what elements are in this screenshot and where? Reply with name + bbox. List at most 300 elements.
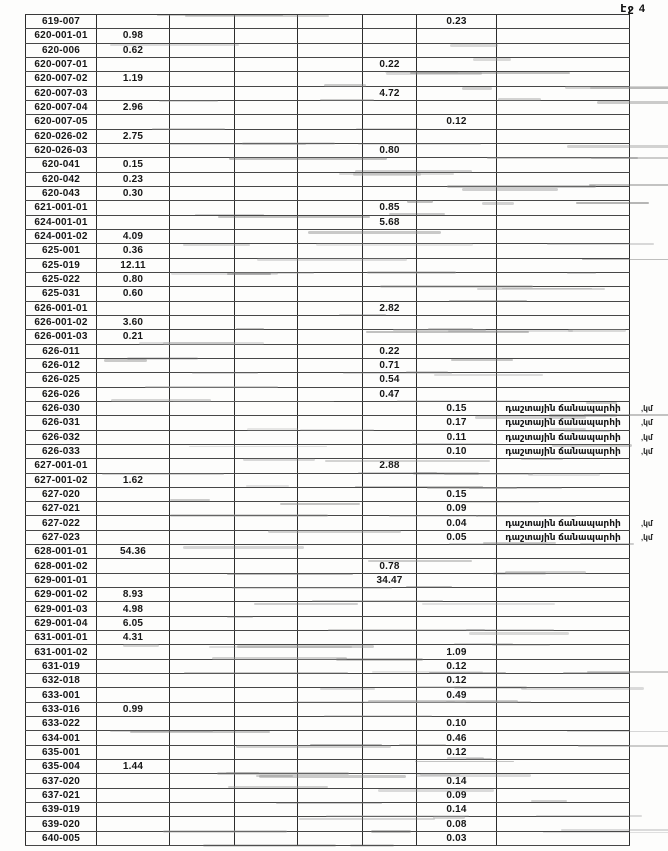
value-cell-6 [417,259,497,272]
value-cell-4 [298,130,363,143]
row-code-cell: 626-032 [25,431,97,444]
value-cell-6: 0.23 [417,15,497,28]
table-row [25,502,630,516]
value-cell-4 [298,688,363,701]
unit-note [637,474,668,487]
value-cell-5: 0.47 [363,388,417,401]
description-cell [497,187,630,200]
table-row [25,388,630,402]
value-cell-2 [170,459,235,472]
table-row [25,645,630,659]
value-cell-5 [363,29,417,42]
unit-note: ,կմ [641,404,653,414]
value-cell-5 [363,545,417,558]
unit-note [637,631,668,644]
value-cell-4 [298,402,363,415]
table-row [25,559,630,573]
unit-note [637,259,668,272]
value-cell-2 [170,388,235,401]
row-code-cell: 627-001-02 [25,474,97,487]
value-cell-4 [298,574,363,587]
value-cell-6: 0.46 [417,731,497,744]
value-cell-2 [170,588,235,601]
row-code-cell: 620-007-03 [25,87,97,100]
value-cell-4 [298,645,363,658]
value-cell-4 [298,545,363,558]
unit-note [637,316,668,329]
value-cell-1 [97,431,170,444]
value-cell-4 [298,617,363,630]
description-cell [497,474,630,487]
value-cell-6: 0.15 [417,402,497,415]
value-cell-4 [298,731,363,744]
row-code-cell: 627-020 [25,488,97,501]
value-cell-3 [235,803,298,816]
value-cell-1 [97,445,170,458]
value-cell-4 [298,703,363,716]
value-cell-4 [298,44,363,57]
value-cell-4 [298,373,363,386]
value-cell-4 [298,15,363,28]
table-row [25,230,630,244]
row-code-cell: 625-001 [25,244,97,257]
value-cell-2 [170,244,235,257]
value-cell-2 [170,230,235,243]
description-cell [497,731,630,744]
value-cell-5 [363,502,417,515]
description-cell [497,216,630,229]
row-code-cell: 624-001-02 [25,230,97,243]
unit-note: ,կմ [641,518,653,528]
value-cell-3 [235,731,298,744]
description-cell [497,774,630,787]
value-cell-5 [363,803,417,816]
table-row [25,345,630,359]
table-row [25,173,630,187]
value-cell-3 [235,388,298,401]
table-row [25,703,630,717]
row-code-cell: 626-031 [25,416,97,429]
row-code-cell: 640-005 [25,832,97,845]
description-cell [497,803,630,816]
value-cell-2 [170,431,235,444]
description-cell: դաշտային ճանապարհի [497,516,630,529]
value-cell-2 [170,373,235,386]
table-row [25,631,630,645]
unit-note [637,101,668,114]
description-cell [497,230,630,243]
table-row [25,474,630,488]
value-cell-3 [235,359,298,372]
value-cell-3 [235,302,298,315]
unit-note [637,617,668,630]
description-cell [497,316,630,329]
table-row [25,602,630,616]
row-code-cell: 620-026-02 [25,130,97,143]
value-cell-6 [417,574,497,587]
value-cell-3 [235,287,298,300]
description-cell: դաշտային ճանապարհի [497,431,630,444]
row-code-cell: 633-001 [25,688,97,701]
value-cell-6 [417,158,497,171]
value-cell-5 [363,474,417,487]
unit-note [637,602,668,615]
value-cell-5 [363,703,417,716]
value-cell-2 [170,15,235,28]
value-cell-3 [235,230,298,243]
table-row [25,316,630,330]
value-cell-2 [170,44,235,57]
value-cell-3 [235,774,298,787]
description-cell [497,15,630,28]
value-cell-4 [298,789,363,802]
row-code-cell: 620-006 [25,44,97,57]
unit-note: ,կմ [641,418,653,428]
value-cell-3 [235,645,298,658]
value-cell-2 [170,760,235,773]
value-cell-6: 0.12 [417,746,497,759]
unit-note [637,287,668,300]
row-code-cell: 620-007-02 [25,72,97,85]
description-cell [497,674,630,687]
description-cell [497,388,630,401]
value-cell-1: 4.31 [97,631,170,644]
value-cell-4 [298,631,363,644]
value-cell-1 [97,817,170,830]
description-cell [497,173,630,186]
description-cell [497,244,630,257]
unit-note [637,660,668,673]
table-row [25,617,630,631]
table-row [25,216,630,230]
unit-note [637,244,668,257]
unit-note [637,731,668,744]
value-cell-2 [170,115,235,128]
value-cell-6 [417,144,497,157]
row-code-cell: 625-022 [25,273,97,286]
description-cell: դաշտային ճանապարհի [497,416,630,429]
value-cell-5: 0.78 [363,559,417,572]
value-cell-6 [417,617,497,630]
table-row [25,774,630,788]
row-code-cell: 628-001-02 [25,559,97,572]
value-cell-6 [417,273,497,286]
value-cell-1: 0.62 [97,44,170,57]
description-cell [497,631,630,644]
table-row [25,416,653,430]
value-cell-3 [235,746,298,759]
value-cell-3 [235,187,298,200]
value-cell-5: 2.88 [363,459,417,472]
value-cell-4 [298,187,363,200]
value-cell-4 [298,774,363,787]
value-cell-4 [298,531,363,544]
row-code-cell: 626-033 [25,445,97,458]
value-cell-3 [235,273,298,286]
value-cell-5 [363,674,417,687]
value-cell-4 [298,345,363,358]
description-cell [497,703,630,716]
unit-note [637,760,668,773]
value-cell-2 [170,631,235,644]
value-cell-2 [170,574,235,587]
value-cell-5 [363,115,417,128]
value-cell-6 [417,87,497,100]
value-cell-3 [235,130,298,143]
value-cell-2 [170,645,235,658]
value-cell-1: 1.44 [97,760,170,773]
table-row [25,574,630,588]
value-cell-4 [298,287,363,300]
value-cell-3 [235,760,298,773]
unit-note: ,կմ [641,432,653,442]
value-cell-1 [97,789,170,802]
unit-note [637,58,668,71]
description-cell [497,459,630,472]
value-cell-6: 0.04 [417,516,497,529]
unit-note [637,273,668,286]
unit-note [637,373,668,386]
value-cell-1: 12.11 [97,259,170,272]
value-cell-6: 0.09 [417,789,497,802]
value-cell-2 [170,502,235,515]
value-cell-1 [97,201,170,214]
value-cell-3 [235,545,298,558]
value-cell-2 [170,345,235,358]
unit-note [637,803,668,816]
value-cell-2 [170,72,235,85]
table-row [25,58,630,72]
value-cell-3 [235,402,298,415]
value-cell-5: 0.22 [363,58,417,71]
table-row [25,459,630,473]
value-cell-3 [235,29,298,42]
unit-note [637,703,668,716]
value-cell-4 [298,803,363,816]
description-cell [497,158,630,171]
table-row [25,158,630,172]
value-cell-3 [235,631,298,644]
value-cell-5: 34.47 [363,574,417,587]
table-row [25,731,630,745]
unit-note [637,789,668,802]
value-cell-4 [298,588,363,601]
value-cell-4 [298,158,363,171]
row-code-cell: 620-042 [25,173,97,186]
value-cell-6 [417,703,497,716]
value-cell-2 [170,416,235,429]
value-cell-2 [170,173,235,186]
description-cell [497,746,630,759]
description-cell [497,488,630,501]
value-cell-3 [235,431,298,444]
table-row [25,531,653,545]
row-code-cell: 639-019 [25,803,97,816]
row-code-cell: 627-001-01 [25,459,97,472]
value-cell-1 [97,574,170,587]
value-cell-3 [235,717,298,730]
value-cell-4 [298,488,363,501]
value-cell-1: 0.30 [97,187,170,200]
unit-note [637,588,668,601]
value-cell-6: 0.08 [417,817,497,830]
row-code-cell: 620-007-05 [25,115,97,128]
value-cell-3 [235,660,298,673]
row-code-cell: 628-001-01 [25,545,97,558]
value-cell-6: 0.49 [417,688,497,701]
value-cell-2 [170,302,235,315]
table-row [25,87,630,101]
value-cell-4 [298,330,363,343]
value-cell-3 [235,617,298,630]
value-cell-3 [235,101,298,114]
value-cell-5 [363,259,417,272]
value-cell-2 [170,187,235,200]
value-cell-1 [97,774,170,787]
unit-note [637,832,668,845]
unit-note [637,130,668,143]
value-cell-4 [298,660,363,673]
value-cell-2 [170,58,235,71]
value-cell-5: 4.72 [363,87,417,100]
value-cell-2 [170,688,235,701]
value-cell-2 [170,789,235,802]
value-cell-4 [298,115,363,128]
value-cell-4 [298,516,363,529]
value-cell-3 [235,144,298,157]
table-row [25,588,630,602]
row-code-cell: 629-001-04 [25,617,97,630]
value-cell-6: 0.03 [417,832,497,845]
row-code-cell: 629-001-02 [25,588,97,601]
value-cell-6 [417,588,497,601]
value-cell-6 [417,359,497,372]
description-cell [497,602,630,615]
row-code-cell: 627-022 [25,516,97,529]
unit-note [637,173,668,186]
row-code-cell: 625-019 [25,259,97,272]
description-cell [497,259,630,272]
value-cell-6 [417,72,497,85]
value-cell-6 [417,173,497,186]
unit-note [637,559,668,572]
table-row [25,101,630,115]
value-cell-2 [170,87,235,100]
value-cell-5 [363,287,417,300]
description-cell: դաշտային ճանապարհի [497,531,630,544]
value-cell-5 [363,746,417,759]
value-cell-2 [170,832,235,845]
value-cell-1 [97,388,170,401]
value-cell-1: 4.98 [97,602,170,615]
row-code-cell: 619-007 [25,15,97,28]
value-cell-3 [235,158,298,171]
value-cell-4 [298,416,363,429]
row-code-cell: 626-011 [25,345,97,358]
value-cell-2 [170,731,235,744]
unit-note [637,158,668,171]
value-cell-3 [235,574,298,587]
value-cell-6: 0.12 [417,660,497,673]
value-cell-1 [97,359,170,372]
value-cell-3 [235,316,298,329]
value-cell-3 [235,789,298,802]
value-cell-3 [235,559,298,572]
table-row [25,273,630,287]
value-cell-5 [363,416,417,429]
table-row [25,302,630,316]
row-code-cell: 633-022 [25,717,97,730]
value-cell-5 [363,230,417,243]
value-cell-5 [363,173,417,186]
row-code-cell: 626-030 [25,402,97,415]
description-cell [497,502,630,515]
value-cell-1 [97,373,170,386]
value-cell-6 [417,559,497,572]
value-cell-4 [298,216,363,229]
value-cell-6 [417,602,497,615]
table-row [25,29,630,43]
unit-note [637,717,668,730]
value-cell-2 [170,273,235,286]
unit-note [637,774,668,787]
value-cell-1: 4.09 [97,230,170,243]
value-cell-5 [363,158,417,171]
value-cell-5 [363,130,417,143]
value-cell-6 [417,44,497,57]
value-cell-4 [298,474,363,487]
value-cell-4 [298,58,363,71]
value-cell-1 [97,502,170,515]
value-cell-2 [170,144,235,157]
description-cell [497,302,630,315]
description-cell [497,832,630,845]
row-code-cell: 624-001-01 [25,216,97,229]
description-cell [497,760,630,773]
description-cell [497,359,630,372]
description-cell [497,373,630,386]
value-cell-1 [97,58,170,71]
row-code-cell: 634-001 [25,731,97,744]
value-cell-6: 0.09 [417,502,497,515]
value-cell-5 [363,789,417,802]
value-cell-4 [298,674,363,687]
row-code-cell: 635-004 [25,760,97,773]
value-cell-6 [417,230,497,243]
value-cell-5 [363,631,417,644]
value-cell-5 [363,15,417,28]
description-cell [497,645,630,658]
value-cell-2 [170,216,235,229]
data-table [25,14,653,846]
unit-note [637,574,668,587]
value-cell-3 [235,445,298,458]
value-cell-5 [363,688,417,701]
value-cell-2 [170,703,235,716]
row-code-cell: 620-043 [25,187,97,200]
description-cell [497,58,630,71]
value-cell-4 [298,359,363,372]
value-cell-4 [298,259,363,272]
value-cell-1 [97,717,170,730]
description-cell [497,660,630,673]
value-cell-6 [417,316,497,329]
row-code-cell: 625-031 [25,287,97,300]
value-cell-1: 2.75 [97,130,170,143]
value-cell-1 [97,832,170,845]
value-cell-4 [298,746,363,759]
value-cell-4 [298,230,363,243]
